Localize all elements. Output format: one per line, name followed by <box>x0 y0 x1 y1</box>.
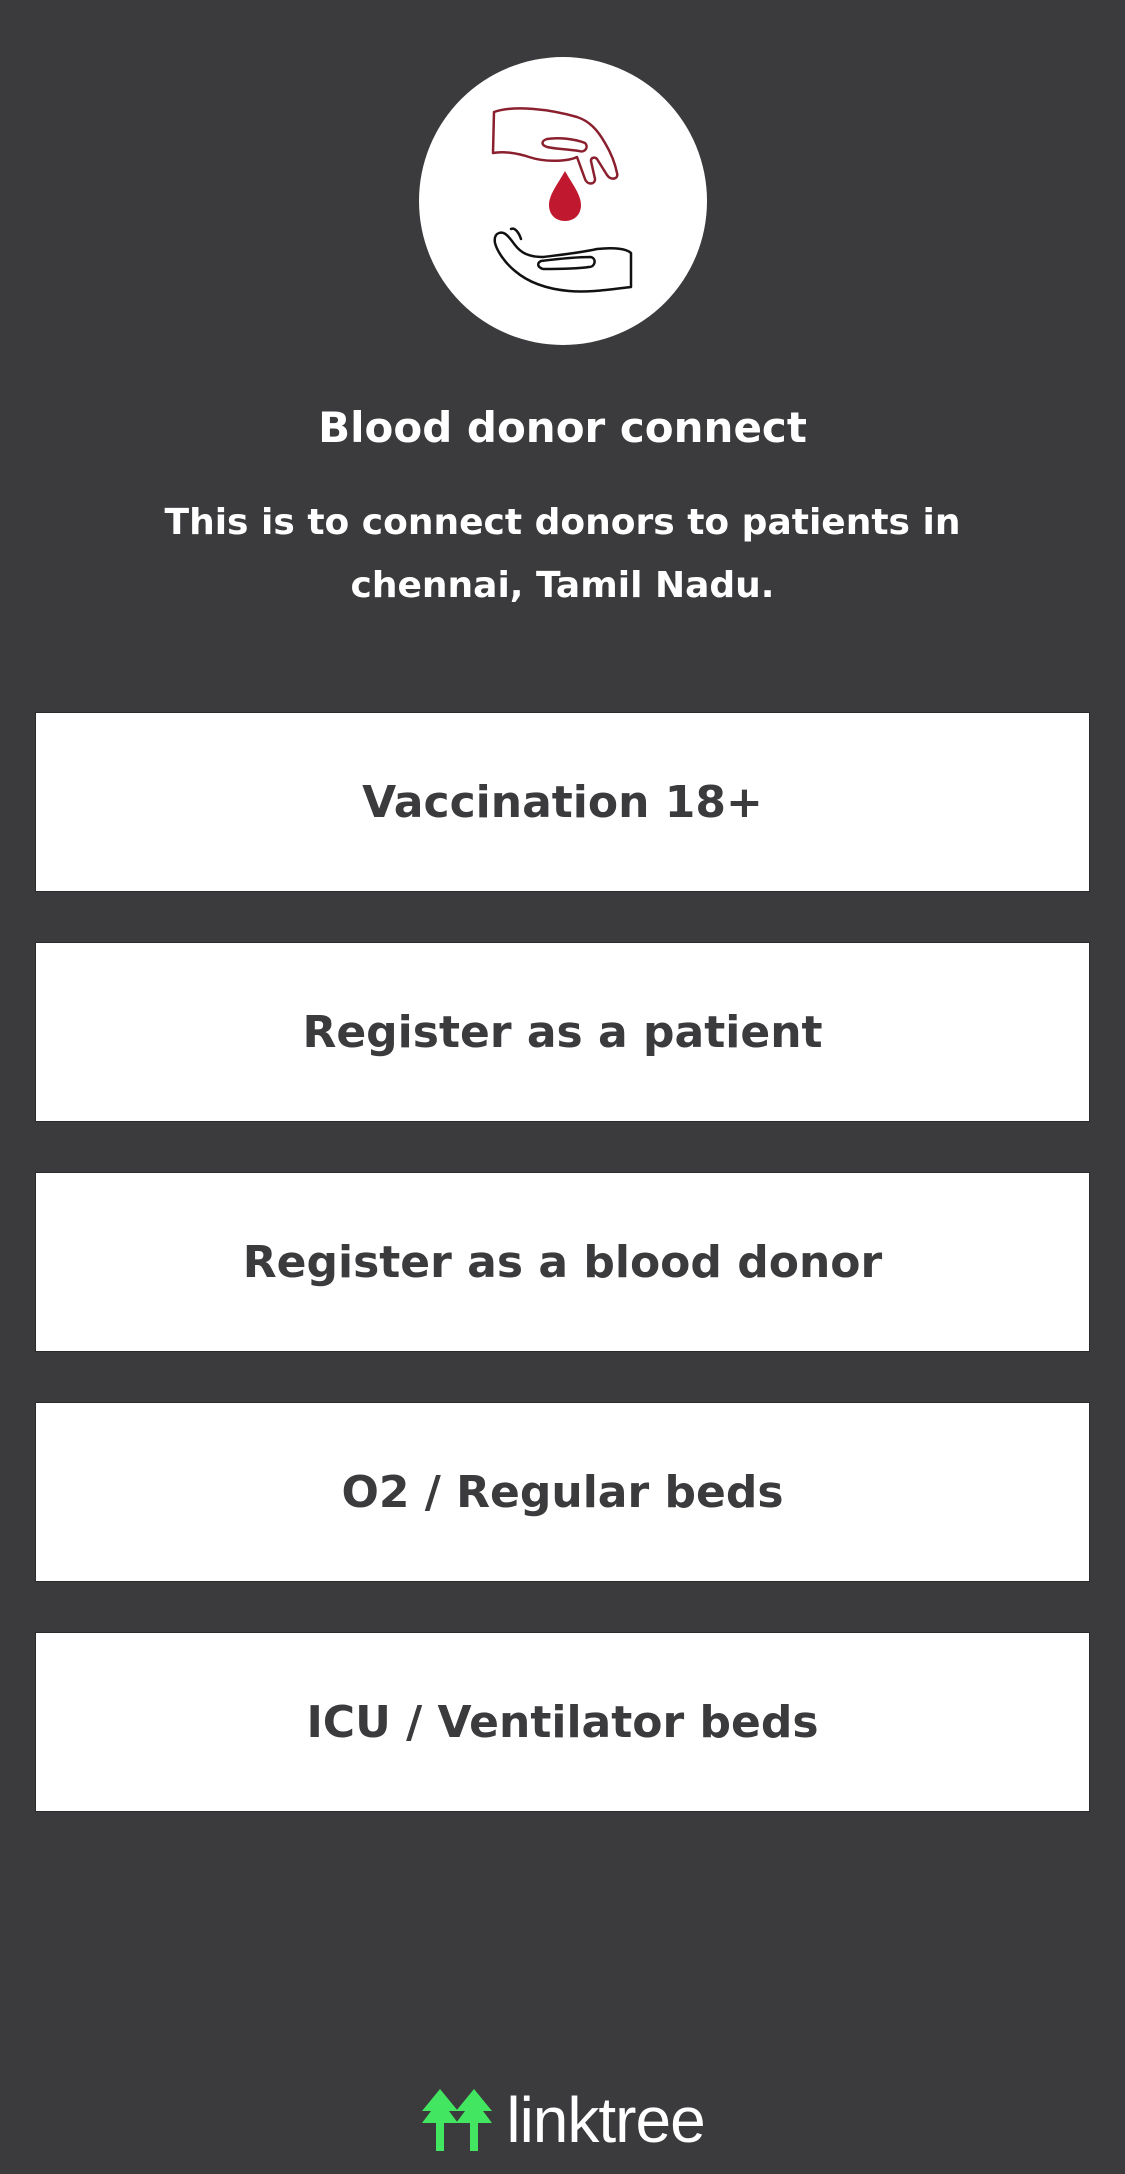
avatar <box>419 57 707 345</box>
link-vaccination-button[interactable]: Vaccination 18+ <box>35 712 1090 892</box>
link-register-patient-button[interactable]: Register as a patient <box>35 942 1090 1122</box>
link-o2-beds-button[interactable]: O2 / Regular beds <box>35 1402 1090 1582</box>
link-register-donor-button[interactable]: Register as a blood donor <box>35 1172 1090 1352</box>
link-list <box>35 712 1090 1862</box>
profile-description: This is to connect donors to patients in chennai, Tamil Nadu. <box>164 502 961 606</box>
blood-donation-hands-icon <box>419 57 707 345</box>
linktree-tree-icon <box>420 2087 494 2153</box>
linktree-footer[interactable] <box>0 2085 1125 2155</box>
link-icu-beds-button[interactable]: ICU / Ventilator beds <box>35 1632 1090 1812</box>
linktree-wordmark: linktree <box>506 2084 705 2156</box>
page-title: Blood donor connect <box>318 403 807 452</box>
